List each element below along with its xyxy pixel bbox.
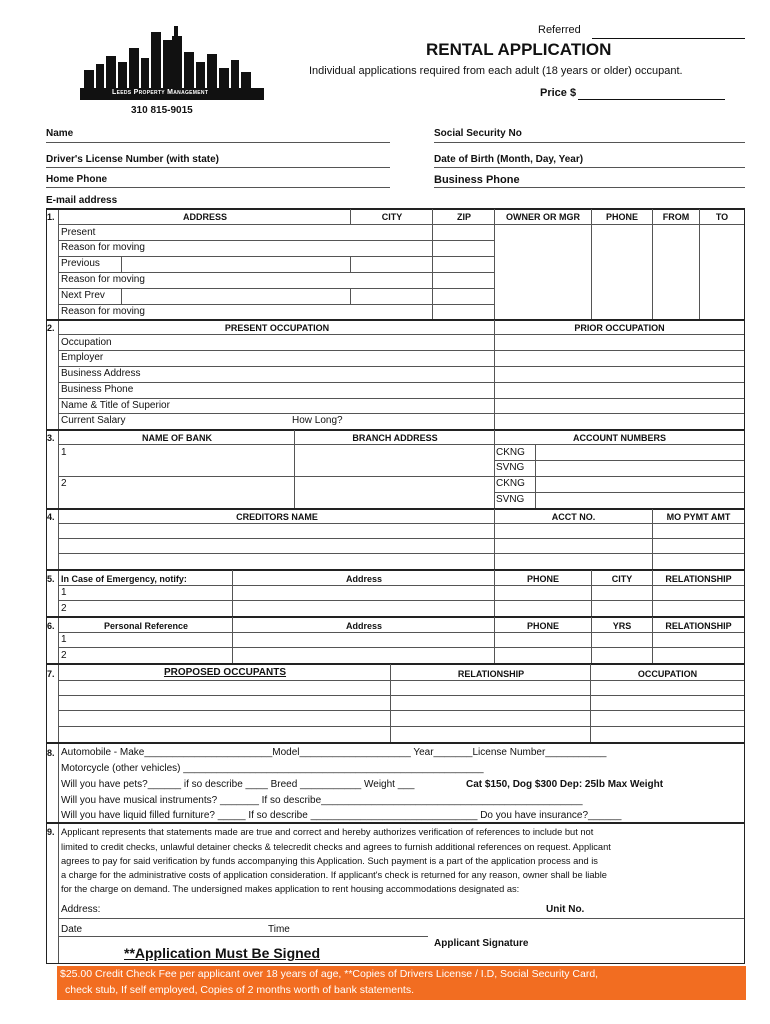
s2-present-header: PRESENT OCCUPATION [224,323,330,333]
s7-col-occupants: PROPOSED OCCUPANTS [163,667,287,678]
s9-date-label: Date [61,924,83,935]
s1-col-address: ADDRESS [182,212,227,222]
s3-acct-ckng-1: CKNG [496,447,525,458]
s8-number: 8. [47,748,55,758]
s8-pets: Will you have pets?______ if so describe ____ Breed ___________ Weight ___ [61,779,415,790]
dl-label: Driver's License Number (with state) [46,154,219,165]
s5-row-2: 2 [61,603,67,614]
s3-col-branch: BRANCH ADDRESS [352,433,438,443]
s1-row-reason-2: Reason for moving [61,274,145,285]
page-title: RENTAL APPLICATION [426,40,612,59]
s3-col-accounts: ACCOUNT NUMBERS [573,433,666,443]
s9-unit-label: Unit No. [546,904,585,915]
s6-row-1: 1 [61,634,67,645]
s4-col-creditor: CREDITORS NAME [236,512,318,522]
s7-col-relationship: RELATIONSHIP [457,669,525,679]
s6-col-relationship: RELATIONSHIP [665,621,732,631]
s1-row-reason-1: Reason for moving [61,242,145,253]
s1-col-phone: PHONE [605,212,638,222]
price-field[interactable] [578,99,725,100]
s1-row-next-prev: Next Prev [61,290,105,301]
s2-number: 2. [47,323,55,333]
email-label: E-mail address [46,195,118,206]
s1-col-owner: OWNER OR MGR [506,212,580,222]
s8-furniture: Will you have liquid filled furniture? _____ If so describe ______________________________ Do you have insurance?______ [61,810,622,821]
s2-row-superior: Name & Title of Superior [61,400,170,411]
ssn-field[interactable] [434,142,745,143]
s4-col-pymt: MO PYMT AMT [666,512,731,522]
footer-notice [57,966,746,1000]
name-field[interactable] [46,142,390,143]
s1-col-to: TO [715,212,729,222]
s2-how-long: How Long? [292,415,343,426]
referred-label: Referred [538,24,581,36]
s4-col-acct: ACCT NO. [551,512,596,522]
s9-time-label: Time [268,924,290,935]
s9-must-sign: **Application Must Be Signed [124,945,321,961]
s8-pet-deposit: Cat $150, Dog $300 Dep: 25lb Max Weight [466,779,664,790]
s6-col-yrs: YRS [612,621,632,631]
s9-signature-label: Applicant Signature [434,938,529,949]
s3-bank-1: 1 [61,447,67,458]
s1-col-from: FROM [662,212,690,222]
s9-text-4: a charge for the administrative costs of application consideration. If applicant's check is returned for any reason, owner shall be liable [61,870,607,880]
s3-acct-ckng-2: CKNG [496,478,525,489]
dl-field[interactable] [46,167,390,168]
s2-row-occupation: Occupation [61,337,112,348]
business-phone-field[interactable] [434,187,745,188]
s6-col-phone: PHONE [526,621,559,631]
s5-col-city: CITY [611,574,633,584]
s8-motorcycle: Motorcycle (other vehicles) ______________________________________________________ [61,763,484,774]
s6-col-address: Address [345,621,382,631]
s3-bank-2: 2 [61,478,67,489]
home-phone-label: Home Phone [46,174,108,185]
business-phone-label: Business Phone [434,174,520,186]
s3-number: 3. [47,433,55,443]
s5-number: 5. [47,574,55,584]
s2-prior-header: PRIOR OCCUPATION [574,323,665,333]
s5-col-address: Address [345,574,382,584]
s1-row-previous: Previous [61,258,100,269]
dob-label: Date of Birth (Month, Day, Year) [434,154,584,165]
ssn-label: Social Security No [434,128,522,139]
s3-acct-svng-1: SVNG [496,462,525,473]
s5-row-1: 1 [61,587,67,598]
s1-col-city: CITY [381,212,403,222]
s5-col-phone: PHONE [526,574,559,584]
s6-number: 6. [47,621,55,631]
s8-instruments: Will you have musical instruments? _______ If so describe_______________________________________________ [61,795,583,806]
s6-row-2: 2 [61,650,67,661]
s9-text-1: Applicant represents that statements made are true and correct and hereby authorizes verification of references to include but not [61,827,594,837]
s9-address-label: Address: [61,904,101,915]
footer-line-1: $25.00 Credit Check Fee per applicant over 18 years of age, **Copies of Drivers License / I.D, Social Security Card, [60,968,599,980]
s3-acct-svng-2: SVNG [496,494,525,505]
s9-text-2: limited to credit checks, unlawful detainer checks & telecredit checks and agrees to furnish additional references on request. Applicant [61,842,611,852]
name-label: Name [46,128,74,139]
s2-row-salary: Current Salary [61,415,126,426]
s7-number: 7. [47,669,55,679]
home-phone-field[interactable] [46,187,390,188]
s5-col-relationship: RELATIONSHIP [665,574,732,584]
s1-row-present: Present [61,227,96,238]
dob-field[interactable] [434,167,745,168]
logo-text: Leeds Property Management [112,89,209,96]
s1-row-reason-3: Reason for moving [61,306,145,317]
s2-row-employer: Employer [61,352,104,363]
footer-line-2: check stub, If self employed, Copies of 2 months worth of bank statements. [65,984,415,996]
company-logo [80,26,264,100]
page-subtitle: Individual applications required from each adult (18 years or older) occupant. [309,65,683,77]
price-label: Price $ [540,87,577,99]
s2-row-business-phone: Business Phone [61,384,134,395]
s9-number: 9. [47,827,55,837]
referred-field[interactable] [592,38,745,39]
s6-col-reference: Personal Reference [103,621,189,631]
s1-number: 1. [47,212,55,222]
s7-col-occupation: OCCUPATION [637,669,698,679]
s5-col-emergency: In Case of Emergency, notify: [61,574,187,584]
s8-automobile: Automobile - Make_______________________Model____________________ Year_______License Number___________ [61,747,607,758]
s9-text-3: agrees to pay for said verification by funds accompanying this Application. Such payment is a part of the application process and is [61,856,598,866]
s1-col-zip: ZIP [456,212,471,222]
s3-col-bank: NAME OF BANK [142,433,212,443]
s4-number: 4. [47,512,55,522]
company-phone: 310 815-9015 [131,105,193,116]
s9-text-5: for the charge on demand. The undersigned makes application to rent housing accommodations designated as: [61,884,520,894]
s2-row-business-address: Business Address [61,368,141,379]
